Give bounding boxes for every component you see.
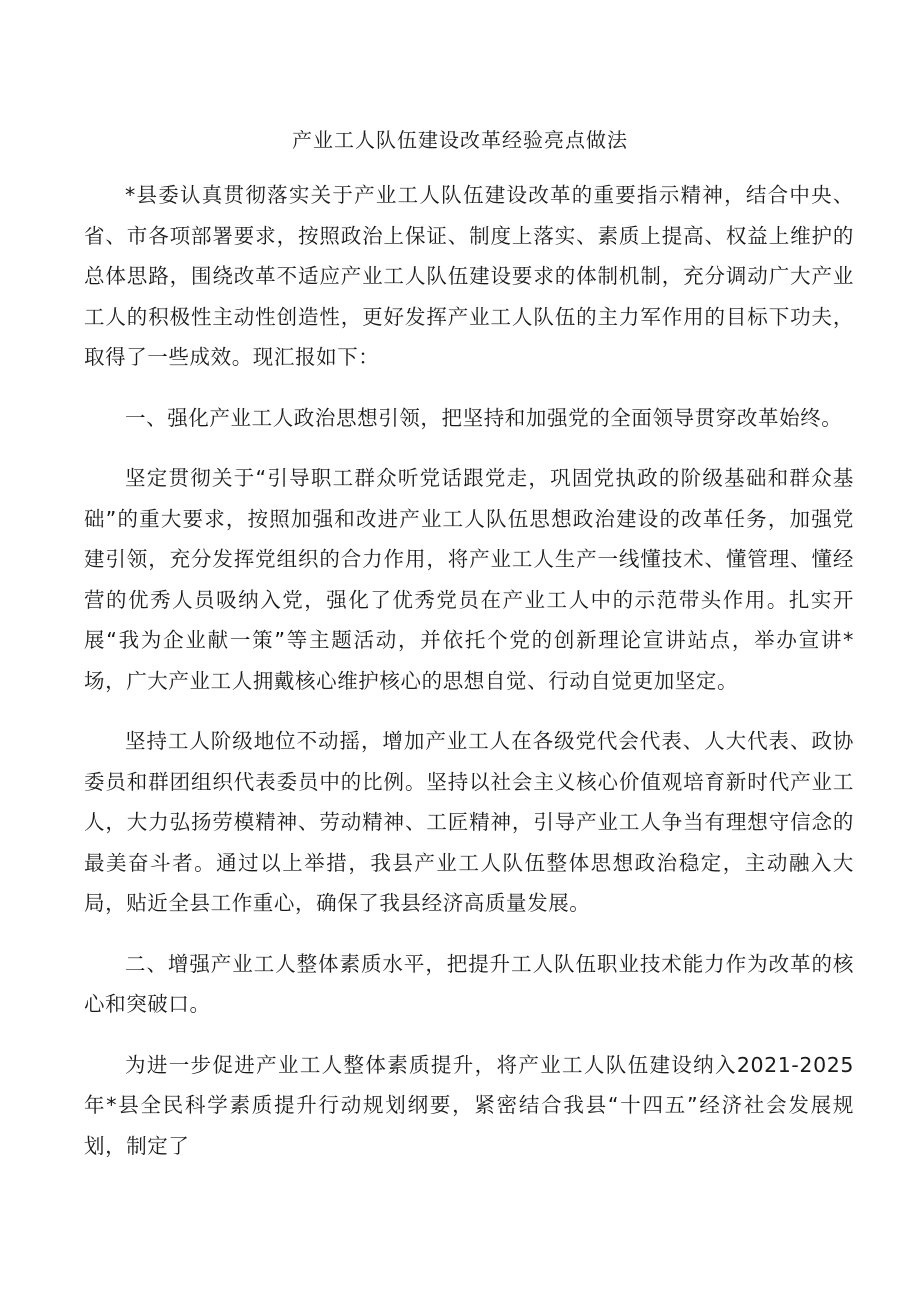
paragraph-1b: 坚持工人阶级地位不动摇，增加产业工人在各级党代会代表、人大代表、政协委员和群团组织代表委员中的比例。坚持以社会主义核心价值观培育新时代产业工人，大力弘扬劳模精神、劳动精神、工匠精神，引导产业工人争当有理想守信念的最美奋斗者。通过以上举措，我县产业工人队伍整体思想政治稳定，主动融入大局，贴近全县工作重心，确保了我县经济高质量发展。 bbox=[84, 729, 854, 915]
paragraph-1a: 坚定贯彻关于“引导职工群众听党话跟党走，巩固党执政的阶级基础和群众基础”的重大要求，按照加强和改进产业工人队伍思想政治建设的改革任务，加强党建引领，充分发挥党组织的合力作用，将产业工人生产一线懂技术、懂管理、懂经营的优秀人员吸纳入党，强化了优秀党员在产业工人中的示范带头作用。扎实开展“我为企业献一策”等主题活动，并依托个党的创新理论宣讲站点，举办宣讲*场，广大产业工人拥戴核心维护核心的思想自觉、行动自觉更加坚定。 bbox=[84, 466, 854, 693]
section-heading-1: 一、强化产业工人政治思想引领，把坚持和加强党的全面领导贯穿改革始终。 bbox=[125, 405, 843, 430]
section-heading-2: 二、增强产业工人整体素质水平，把提升工人队伍职业技术能力作为改革的核心和突破口。 bbox=[84, 951, 854, 1016]
paragraph-intro: *县委认真贯彻落实关于产业工人队伍建设改革的重要指示精神，结合中央、省、市各项部署要求，按照政治上保证、制度上落实、素质上提高、权益上维护的总体思路，围绕改革不适应产业工人队伍建设要求的体制机制，充分调动广大产业工人的积极性主动性创造性，更好发挥产业工人队伍的主力军作用的目标下功夫，取得了一些成效。现汇报如下： bbox=[84, 183, 854, 369]
paragraph-2a: 为进一步促进产业工人整体素质提升，将产业工人队伍建设纳入2021-2025年*县全民科学素质提升行动规划纲要，紧密结合我县“十四五”经济社会发展规划，制定了 bbox=[84, 1052, 854, 1158]
document-body bbox=[84, 175, 854, 1186]
document-title: 产业工人队伍建设改革经验亮点做法 bbox=[292, 128, 628, 152]
